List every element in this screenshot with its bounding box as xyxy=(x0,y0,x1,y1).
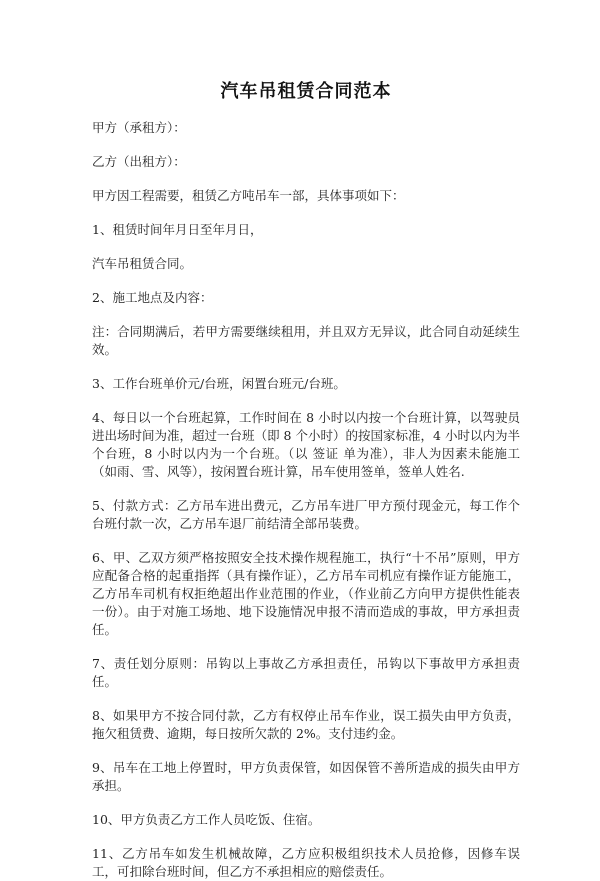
clause-10: 10、甲方负责乙方工作人员吃饭、住宿。 xyxy=(92,812,321,827)
clause-7: 7、责任划分原则：吊钩以上事故乙方承担责任，吊钩以下事故甲方承担责任。 xyxy=(92,656,520,689)
clause-1: 1、租赁时间年月日至年月日， xyxy=(92,222,263,237)
clause-6: 6、甲、乙双方须严格按照安全技术操作规程施工，执行“十不吊”原则，甲方应配备合格的起重指挥（具有操作证），乙方吊车司机应有操作证方能施工，乙方吊车司机有权拒绝超出作业范围的作业，（作业前乙方向甲方提供性能表一份）。由于对施工场地、地下设施情况申报不清而造成的事故，甲方承担责任。 xyxy=(92,550,520,637)
renewal-note: 注：合同期满后，若甲方需要继续租用，并且双方无异议，此合同自动延续生效。 xyxy=(92,324,520,357)
clause-9: 9、吊车在工地上停置时，甲方负责保管，如因保管不善所造成的损失由甲方承担。 xyxy=(92,760,520,793)
clause-5: 5、付款方式：乙方吊车进出费元，乙方吊车进厂甲方预付现金元，每工作个台班付款一次，乙方吊车退厂前结清全部吊装费。 xyxy=(92,498,520,531)
clause-11: 11、乙方吊车如发生机械故障，乙方应积极组织技术人员抢修，因修车误工，可扣除台班时间，但乙方不承担相应的赔偿责任。 xyxy=(92,846,520,879)
document-title: 汽车吊租赁合同范本 xyxy=(220,81,392,102)
clause-8: 8、如果甲方不按合同付款，乙方有权停止吊车作业，误工损失由甲方负责，拖欠租赁费、逾期，每日按所欠款的 2%。支付违约金。 xyxy=(92,708,520,741)
clause-3: 3、工作台班单价元/台班，闲置台班元/台班。 xyxy=(92,376,346,391)
party-a-line: 甲方（承租方）： xyxy=(92,120,186,135)
intro-paragraph: 甲方因工程需要，租赁乙方吨吊车一部，具体事项如下： xyxy=(92,188,405,203)
clause-4: 4、每日以一个台班起算，工作时间在 8 小时以内按一个台班计算，以驾驶员进出场时间为准，超过一台班（即 8 个小时）的按国家标准，4 小时以内为半个台班，8 小时以内为一个台班。（以 签证 单为准），非人为因素未能施工（如雨、雪、风等），按闲置台班计算，吊车使用签单，签单人姓名. xyxy=(92,410,520,479)
contract-note: 汽车吊租赁合同。 xyxy=(92,256,193,271)
party-b-line: 乙方（出租方）： xyxy=(92,154,186,169)
clause-2: 2、施工地点及内容： xyxy=(92,290,213,305)
